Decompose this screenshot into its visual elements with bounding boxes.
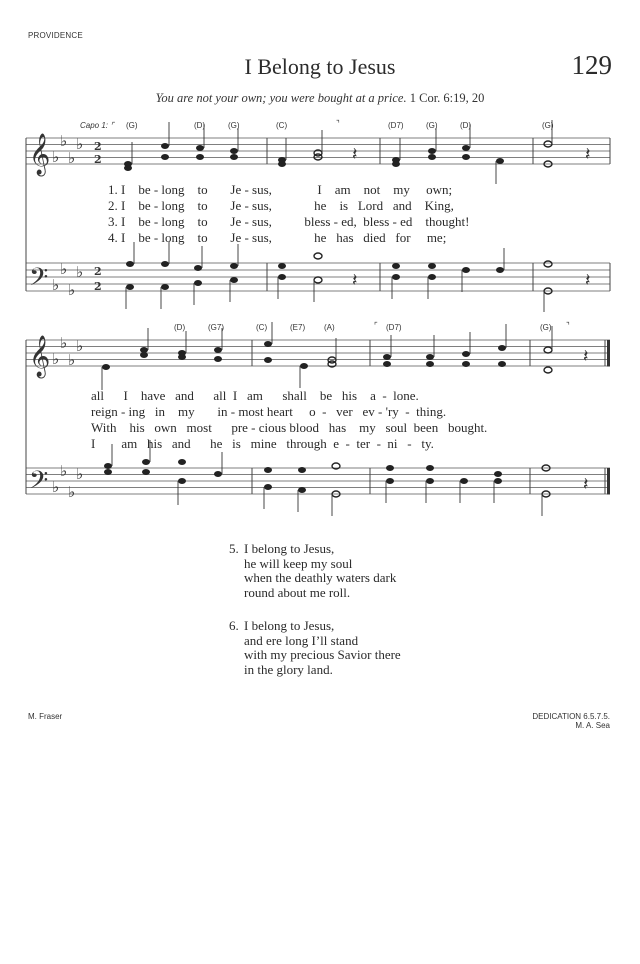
svg-text:♭: ♭ [68, 351, 76, 369]
hymn-title: I Belong to Jesus [244, 54, 396, 79]
svg-text:♭: ♭ [76, 135, 84, 153]
stanza-line: and ere long I’ll stand [244, 632, 359, 648]
verse-1-line-1: 1. I be - long to Je - sus, I am not my own; [108, 182, 453, 197]
chord-symbol: (D) [194, 121, 206, 130]
stanza-line: when the deathly waters dark [244, 570, 397, 585]
chord-symbol: (G) [540, 323, 552, 332]
stanza-6 [229, 619, 401, 677]
svg-text:𝄽: 𝄽 [585, 144, 591, 165]
epigraph-reference: 1 Cor. 6:19, 20 [406, 91, 485, 105]
svg-text:♭: ♭ [52, 478, 60, 496]
verse-2-line-1: 2. I be - long to Je - sus, he is Lord and King, [108, 198, 454, 213]
svg-text:♭: ♭ [60, 132, 68, 150]
stanza-5 [229, 542, 396, 600]
note-stems [102, 120, 552, 516]
svg-text:𝄢: 𝄢 [29, 466, 49, 501]
svg-text:𝄽: 𝄽 [352, 270, 358, 291]
svg-text:♭: ♭ [52, 350, 60, 368]
stanza-line: in the glory land. [244, 661, 333, 677]
stanza-line: he will keep my soul [244, 555, 353, 571]
tune-name-meter: DEDICATION 6.5.7.5. [532, 712, 610, 721]
chord-symbol: (D7) [388, 121, 404, 130]
section-category: PROVIDENCE [28, 31, 83, 40]
epigraph-text: You are not your own; you were bought at a price. [155, 91, 407, 105]
stanza-line: round about me roll. [244, 584, 351, 600]
capo-label: Capo 1: ⌜ [80, 121, 115, 130]
composer: M. A. Sea [575, 721, 610, 730]
svg-text:𝄽: 𝄽 [583, 474, 589, 495]
text-author: M. Fraser [28, 712, 63, 721]
svg-text:2: 2 [94, 265, 102, 278]
svg-text:♭: ♭ [60, 260, 68, 278]
chord-symbol: (G) [426, 121, 438, 130]
svg-text:2: 2 [94, 153, 102, 166]
stanza-line: 6. I belong to Jesus, [229, 618, 335, 633]
svg-text:♭: ♭ [68, 281, 76, 299]
svg-text:♭: ♭ [76, 263, 84, 281]
chord-symbol: (D) [460, 121, 472, 130]
svg-text:𝄞: 𝄞 [29, 134, 51, 175]
svg-text:♭: ♭ [76, 465, 84, 483]
verse-2-line-2: reign - ing in my in - most heart o - ver ev - 'ry - thing. [91, 404, 447, 419]
svg-text:𝄞: 𝄞 [29, 336, 51, 377]
svg-text:♭: ♭ [68, 149, 76, 167]
svg-text:♭: ♭ [52, 276, 60, 294]
svg-text:♭: ♭ [60, 462, 68, 480]
chord-symbol: (C) [276, 121, 288, 130]
verse-4-line-1: 4. I be - long to Je - sus, he has died for me; [108, 230, 447, 245]
svg-text:𝄽: 𝄽 [583, 346, 589, 367]
verse-3-line-2: With his own most pre - cious blood has my soul been bought. [91, 420, 488, 435]
svg-text:2: 2 [94, 140, 102, 153]
chord-symbol: (C) [256, 323, 268, 332]
verse-3-line-1: 3. I be - long to Je - sus, bless - ed, bless - ed thought! [108, 214, 470, 229]
chord-symbol: (D7) [386, 323, 402, 332]
svg-text:𝄢: 𝄢 [29, 263, 49, 298]
svg-text:♭: ♭ [52, 148, 60, 166]
svg-text:𝄽: 𝄽 [585, 270, 591, 291]
verse-4-line-2: I am his and he is mine through e - ter - ni - ty. [91, 436, 434, 451]
chord-symbol: (G7) [208, 323, 224, 332]
chord-symbol: (G) [126, 121, 138, 130]
chord-bracket-end: ⌝ [336, 119, 340, 128]
svg-text:♭: ♭ [60, 334, 68, 352]
stanza-line: with my precious Savior there [244, 647, 401, 662]
verse-1-line-2: all I have and all I am shall be his a - lone. [91, 388, 419, 403]
chord-bracket-start: ⌜ [374, 321, 378, 330]
chord-bracket-end: ⌝ [566, 321, 570, 330]
hymn-number: 129 [571, 50, 612, 80]
chord-symbol: (A) [324, 323, 335, 332]
svg-text:♭: ♭ [68, 483, 76, 501]
chord-symbol: (D) [174, 323, 186, 332]
svg-text:𝄽: 𝄽 [352, 144, 358, 165]
chord-symbol: (G) [542, 121, 554, 130]
svg-text:2: 2 [94, 280, 102, 293]
svg-text:♭: ♭ [76, 337, 84, 355]
stanza-line: 5. I belong to Jesus, [229, 541, 335, 556]
chord-symbol: (E7) [290, 323, 306, 332]
chord-symbol: (G) [228, 121, 240, 130]
final-barlines [607, 340, 610, 495]
